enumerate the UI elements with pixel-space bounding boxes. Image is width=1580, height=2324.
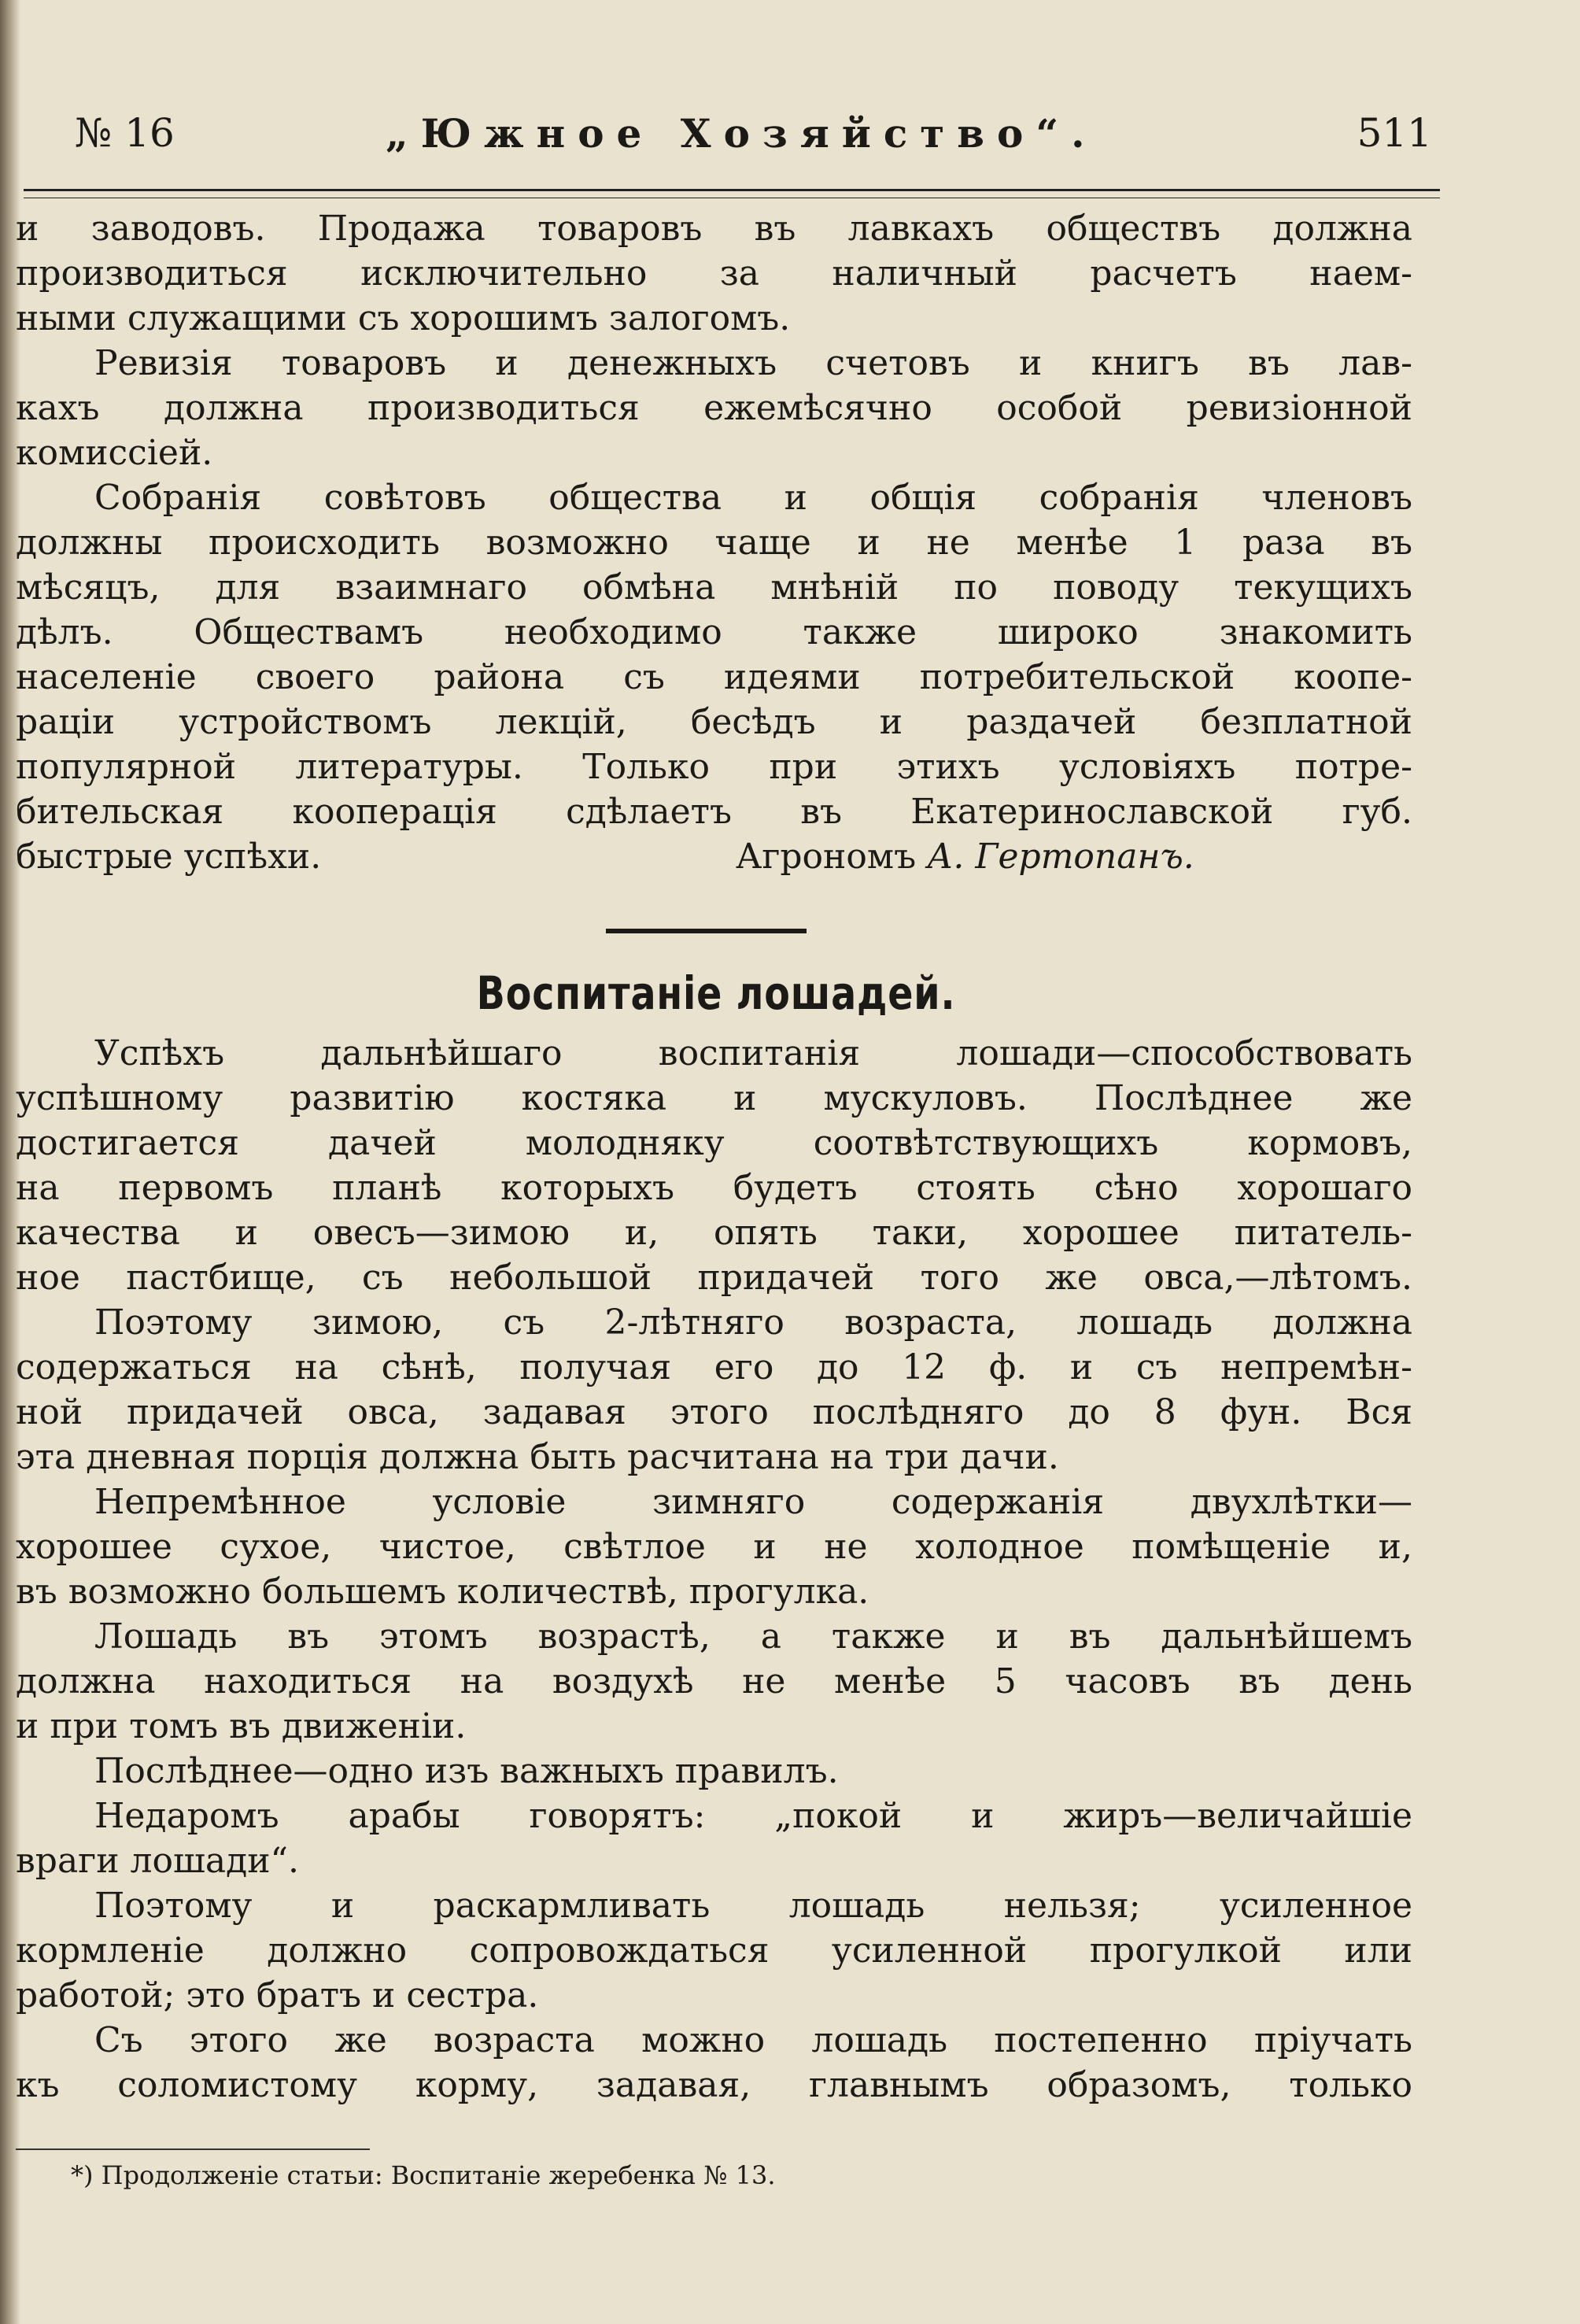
text-line: Недаромъ арабы говорятъ: „покой и жиръ—величайшіе — [94, 1796, 1412, 1836]
footnote-rule — [16, 2148, 370, 2150]
signoff-line — [16, 834, 1412, 879]
continued-text — [16, 206, 1412, 879]
text-line: враги лошади“. — [16, 1841, 300, 1881]
text-line: работой; это братъ и сестра. — [16, 1975, 539, 2015]
text-line: качества и овесъ—зимою и, опять таки, хорошее питатель- — [16, 1213, 1412, 1253]
text-line: эта дневная порція должна быть расчитана на три дачи. — [16, 1437, 1059, 1477]
text-line: должны происходить возможно чаще и не менѣе 1 раза въ — [16, 523, 1412, 563]
text-line: Лошадь въ этомъ возрастѣ, а также и въ дальнѣйшемъ — [94, 1616, 1412, 1657]
text-line: Непремѣнное условіе зимняго содержанія двухлѣтки— — [94, 1482, 1412, 1522]
text-line: Успѣхъ дальнѣйшаго воспитанія лошади—способствовать — [94, 1033, 1412, 1073]
document-page — [8, 0, 1432, 2324]
text-line: комиссіей. — [16, 433, 213, 473]
author-signature — [736, 834, 1194, 879]
text-line: и заводовъ. Продажа товаровъ въ лавкахъ обществъ должна — [16, 209, 1412, 249]
issue-number: № 16 — [75, 110, 175, 156]
text-line: раціи устройствомъ лекцій, бесѣдъ и раздачей безплатной — [16, 702, 1412, 742]
article-body — [16, 1031, 1412, 2108]
text-line: кормленіе должно сопровождаться усиленной прогулкой или — [16, 1931, 1412, 1971]
text-line: производиться исключительно за наличный расчетъ наем- — [16, 253, 1412, 294]
text-line: должна находиться на воздухѣ не менѣе 5 часовъ въ день — [16, 1661, 1412, 1701]
text-line: Поэтому зимою, съ 2-лѣтняго возраста, лошадь должна — [94, 1302, 1412, 1343]
text-line: и при томъ въ движеніи. — [16, 1706, 467, 1746]
page-number: 511 — [1357, 110, 1432, 156]
text-line: Собранія совѣтовъ общества и общія собранія членовъ — [94, 478, 1412, 518]
footnote: *) Продолженіе статьи: Воспитаніе жеребенка № 13. — [71, 2160, 776, 2190]
text-line: кахъ должна производиться ежемѣсячно особой ревизіонной — [16, 388, 1412, 428]
text-line: дѣлъ. Обществамъ необходимо также широко знакомить — [16, 612, 1412, 652]
text-line: популярной литературы. Только при этихъ условіяхъ потре- — [16, 747, 1412, 787]
running-header — [71, 110, 1432, 165]
header-rule-thick — [24, 189, 1440, 191]
signoff-text: быстрые успѣхи. — [16, 837, 322, 877]
text-line: хорошее сухое, чистое, свѣтлое и не холодное помѣщеніе и, — [16, 1527, 1412, 1567]
article-title: Воспитаніе лошадей. — [476, 966, 956, 1020]
text-line: ное пастбище, съ небольшой придачей того же овса,—лѣтомъ. — [16, 1258, 1412, 1298]
text-line: бительская кооперація сдѣлаетъ въ Екатеринославской губ. — [16, 792, 1412, 832]
text-line: содержаться на сѣнѣ, получая его до 12 ф. и съ непремѣн- — [16, 1347, 1412, 1387]
text-line: мѣсяцъ, для взаимнаго обмѣна мнѣній по поводу текущихъ — [16, 567, 1412, 608]
text-line: ной придачей овса, задавая этого послѣдняго до 8 фун. Вся — [16, 1392, 1412, 1432]
text-line: достигается дачей молодняку соотвѣтствующихъ кормовъ, — [16, 1123, 1412, 1163]
author-name: А. Гертопанъ. — [927, 837, 1194, 877]
text-line: на первомъ планѣ которыхъ будетъ стоять сѣно хорошаго — [16, 1168, 1412, 1208]
journal-title: „Южное Хозяйство“. — [386, 110, 1098, 157]
text-line: Съ этого же возраста можно лошадь постепенно пріучать — [94, 2020, 1412, 2060]
author-title: Агрономъ — [736, 837, 917, 877]
text-line: успѣшному развитію костяка и мускуловъ. Послѣднее же — [16, 1078, 1412, 1118]
text-line: къ соломистому корму, задавая, главнымъ образомъ, только — [16, 2065, 1412, 2105]
section-separator — [606, 929, 807, 933]
text-line: Поэтому и раскармливать лошадь нельзя; усиленное — [94, 1886, 1412, 1926]
text-line: въ возможно большемъ количествѣ, прогулка. — [16, 1572, 869, 1612]
text-line: ными служащими съ хорошимъ залогомъ. — [16, 298, 791, 338]
text-line: Послѣднее—одно изъ важныхъ правилъ. — [94, 1751, 839, 1791]
text-line: населеніе своего района съ идеями потребительской коопе- — [16, 657, 1412, 697]
text-line: Ревизія товаровъ и денежныхъ счетовъ и книгъ въ лав- — [94, 343, 1412, 383]
